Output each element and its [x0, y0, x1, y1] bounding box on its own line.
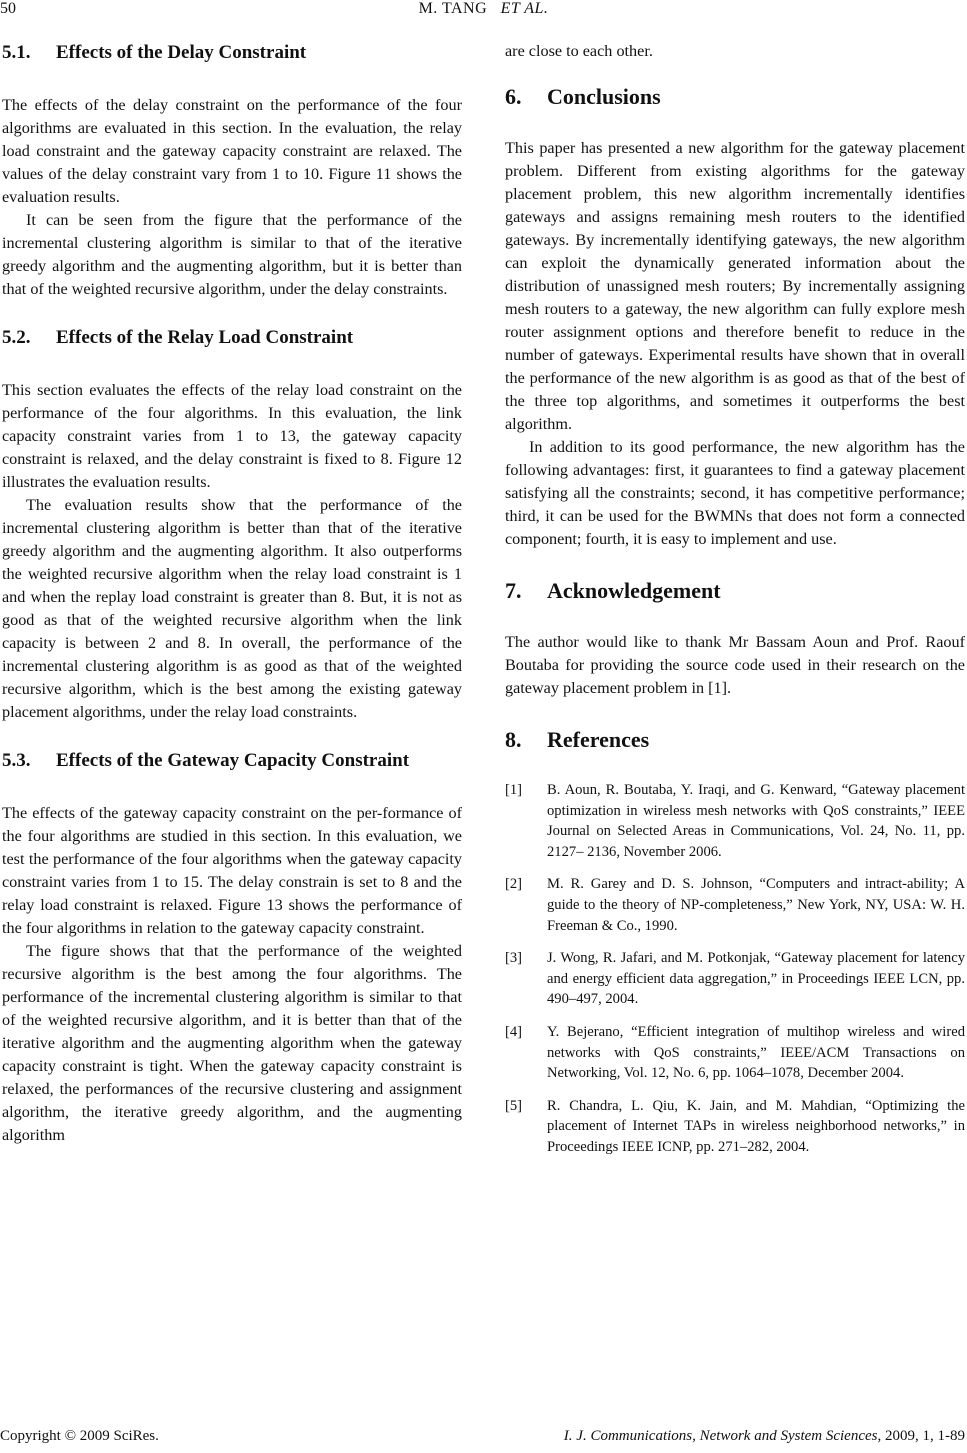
section-number: 5.1.: [2, 42, 31, 63]
section-number: 8.: [505, 727, 522, 752]
footer-issue: , 2009, 1, 1-89: [877, 1428, 965, 1444]
reference-text: M. R. Garey and D. S. Johnson, “Computers and intract-ability; A guide to the theory of NP-completeness,” New York, NY, USA: W. H. Freeman & Co., 1990.: [547, 876, 965, 934]
paragraph: This paper has presented a new algorithm for the gateway placement problem. Different from existing algorithms for the gateway placement problem, this new algorithm incrementally identifies gateways and assigns remaining mesh routers to the identified gateways. By incrementally identifying gateways, the new algorithm can exploit the dynamically generated information about the distribution of unassigned mesh routers; By incrementally assigning mesh routers to a gateway, the new algorithm can fully explore mesh router assignment options and therefore benefit to reduce in the number of gateways. Experimental results have shown that in overall the performance of the new algorithm is as good as that of the best of the three top algorithms, and sometimes it outperforms the best algorithm.: [505, 139, 965, 433]
reference-number: [1]: [505, 782, 523, 798]
footer-journal: I. J. Communications, Network and System Sciences: [563, 1428, 878, 1444]
section-heading-5-1: [2, 40, 462, 66]
section-title: Effects of the Relay Load Constraint: [56, 327, 354, 348]
reference-item: [505, 874, 965, 936]
reference-text: R. Chandra, L. Qiu, K. Jain, and M. Mahdian, “Optimizing the placement of Internet TAPs in wireless neighborhood networks,” in Proceedings IEEE ICNP, pp. 271–282, 2004.: [547, 1097, 965, 1155]
reference-list: [505, 780, 965, 1158]
reference-number: [2]: [505, 876, 523, 893]
left-column: [2, 40, 462, 1147]
reference-text: Y. Bejerano, “Efficient integration of multihop wireless and wired networks with QoS constraints,” IEEE/ACM Transactions on Networking, Vol. 12, No. 6, pp. 1064–1078, December 2004.: [547, 1023, 965, 1082]
section-number: 5.2.: [2, 327, 31, 348]
reference-text: B. Aoun, R. Boutaba, Y. Iraqi, and G. Kenward, “Gateway placement optimization in wireless mesh networks with QoS constraints,” IEEE Journal on Selected Areas in Communications, Vol. 24, No. 11, pp. 2127– 2136, November 2006.: [547, 782, 965, 860]
reference-item: [505, 1022, 965, 1084]
reference-item: [505, 780, 965, 862]
section-number: 6.: [505, 84, 522, 109]
section-title: Effects of the Delay Constraint: [56, 42, 307, 63]
running-head: [0, 0, 967, 22]
right-column: [505, 40, 965, 1170]
header-author: M. TANG: [418, 0, 488, 17]
reference-item: [505, 1096, 965, 1158]
section-title: Effects of the Gateway Capacity Constraint: [56, 750, 410, 771]
section-title: Conclusions: [547, 84, 661, 109]
section-number: 5.3.: [2, 750, 31, 771]
reference-text: J. Wong, R. Jafari, and M. Potkonjak, “Gateway placement for latency and energy efficient data aggregation,” in Proceedings IEEE LCN, pp. 490–497, 2004.: [547, 950, 965, 1008]
paragraph: The author would like to thank Mr Bassam Aoun and Prof. Raouf Boutaba for providing the source code used in their research on the gateway placement problem in [1].: [505, 633, 965, 697]
section-heading-6: [505, 83, 965, 111]
reference-number: [3]: [505, 950, 523, 967]
section-title: Acknowledgement: [547, 578, 721, 603]
header-et-al: ET AL.: [500, 0, 549, 17]
section-heading-5-2: [2, 325, 462, 351]
section-title: References: [547, 727, 650, 752]
reference-number: [4]: [505, 1023, 523, 1040]
section-heading-7: [505, 577, 965, 605]
reference-number: [5]: [505, 1097, 523, 1114]
section-heading-8: [505, 726, 965, 754]
page-number: 50: [0, 0, 16, 17]
reference-item: [505, 948, 965, 1010]
paragraph: The effects of the delay constraint on the performance of the four algorithms are evaluated in this section. In the evaluation, the relay load constraint and the gateway capacity constraint are relaxed. The values of the delay constraint vary from 1 to 10. Figure 11 shows the evaluation results.: [2, 96, 462, 206]
section-number: 7.: [505, 578, 522, 603]
footer-citation: [564, 1428, 965, 1445]
section-heading-5-3: [2, 748, 462, 774]
paragraph: It can be seen from the figure that the performance of the incremental clustering algorithm is similar to that of the iterative greedy algorithm and the augmenting algorithm, but it is better than that of the weighted recursive algorithm, under the delay constraints.: [2, 211, 462, 298]
paragraph: The figure shows that that the performance of the weighted recursive algorithm is the best among the four algorithms. The performance of the incremental clustering algorithm is similar to that of the weighted recursive algorithm, and it is better than that of the iterative algorithm and the augmenting algorithm when the gateway capacity constraint is tight. When the gateway capacity constraint is relaxed, the performances of the recursive clustering and assignment algorithm, the iterative greedy algorithm, and the augmenting algorithm: [2, 942, 462, 1144]
header-authors: [0, 0, 967, 18]
footer-copyright: Copyright © 2009 SciRes.: [0, 1428, 159, 1444]
paragraph: The effects of the gateway capacity constraint on the per-formance of the four algorithms are studied in this section. In this evaluation, we test the performance of the four algorithms when the gateway capacity constraint varies from 1 to 15. The delay constrain is set to 8 and the relay load constraint is relaxed. Figure 13 shows the performance of the four algorithms in relation to the gateway capacity constraint.: [2, 804, 462, 937]
paragraph: This section evaluates the effects of the relay load constraint on the performance of the four algorithms. In this evaluation, the link capacity constraint varies from 1 to 13, the gateway capacity constraint is relaxed, and the delay constraint is fixed to 8. Figure 12 illustrates the evaluation results.: [2, 381, 462, 491]
paragraph: The evaluation results show that the performance of the incremental clustering algorithm is better than that of the iterative greedy algorithm and the augmenting algorithm. It also outperforms the weighted recursive algorithm when the relay load constraint is 1 and when the replay load constraint is greater than 8. But, it is not as good as that of the weighted recursive algorithm when the link capacity is between 2 and 8. In overall, the performance of the incremental clustering algorithm is as good as that of the weighted recursive algorithm, which is the best among the existing gateway placement algorithms, under the relay load constraints.: [2, 496, 462, 721]
paragraph: In addition to its good performance, the new algorithm has the following advantages: first, it guarantees to find a gateway placement satisfying all the constraints; second, it has competitive performance; third, it can be used for the BWMNs that does not form a connected component; fourth, it is easy to implement and use.: [505, 438, 965, 548]
paragraph-continuation: are close to each other.: [505, 42, 653, 60]
